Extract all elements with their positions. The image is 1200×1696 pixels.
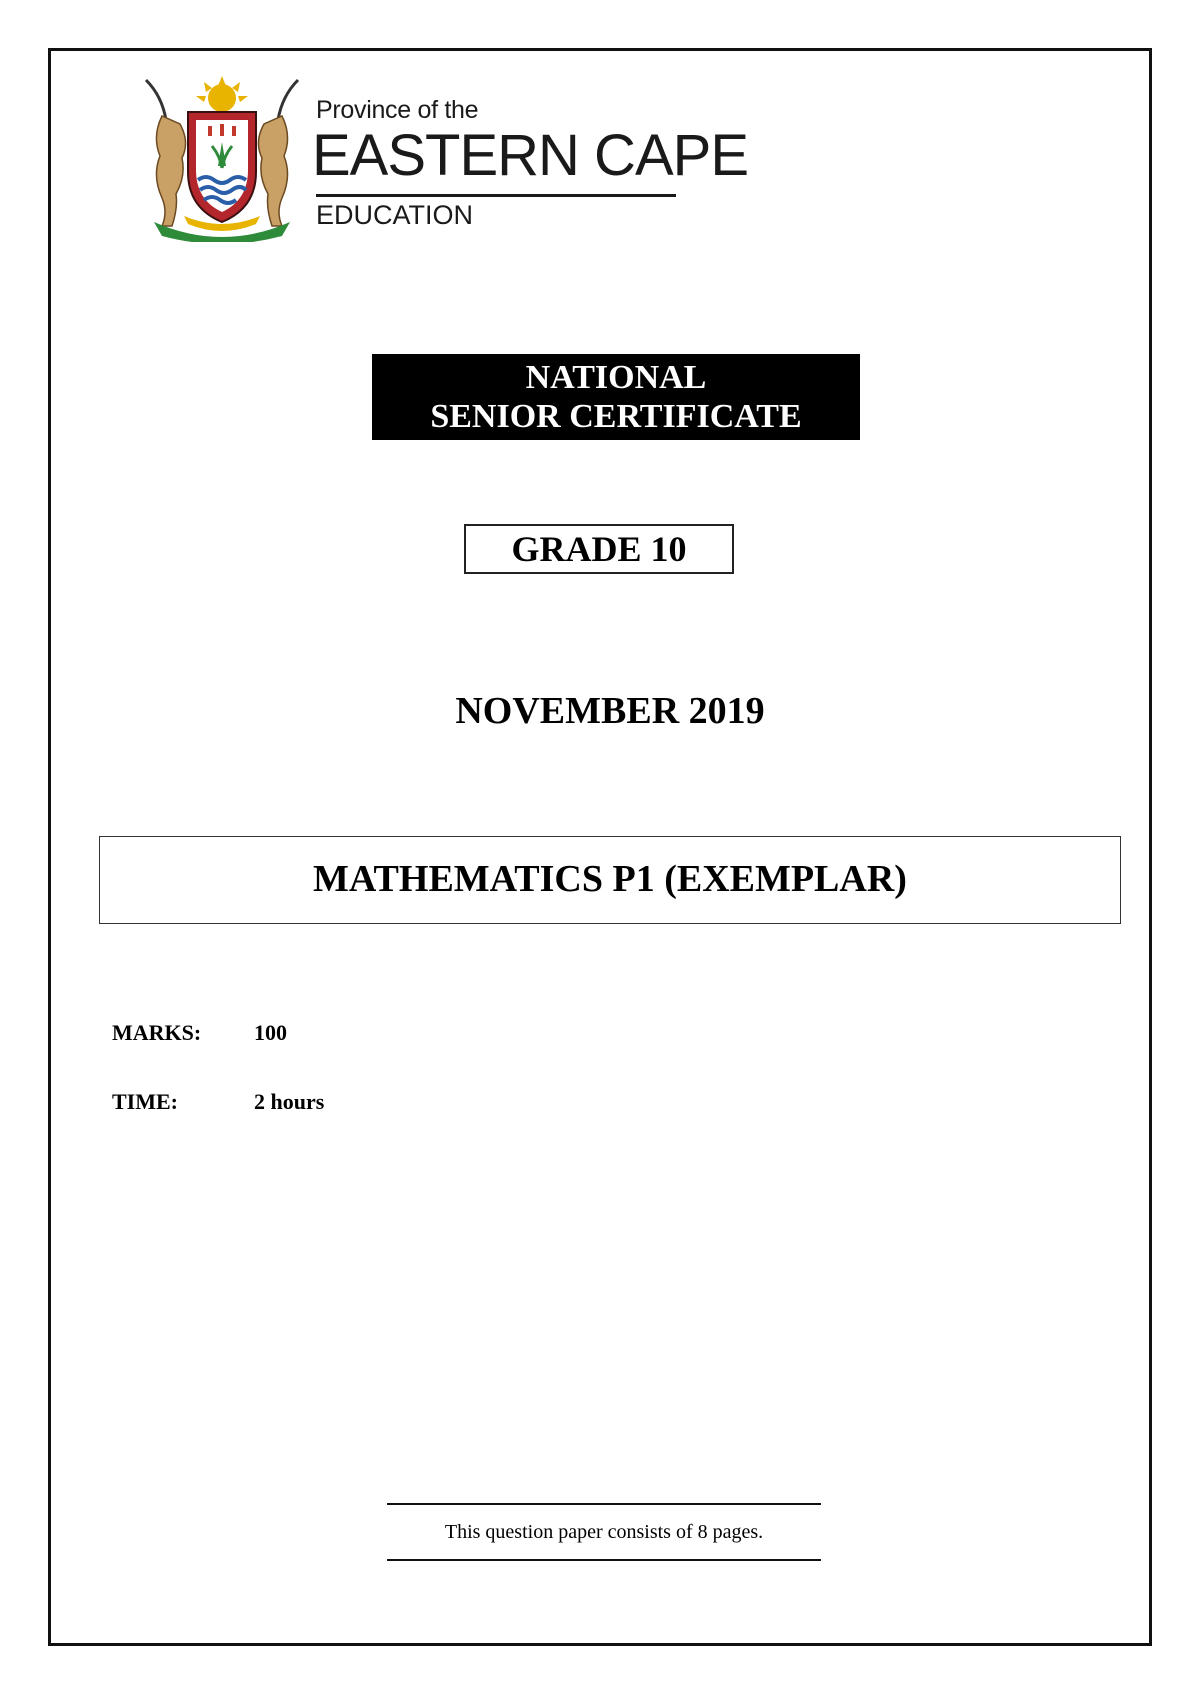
marks-label: MARKS:	[112, 1020, 202, 1045]
eastern-cape-education-logo	[132, 76, 748, 246]
time-value: 2 hours	[254, 1089, 325, 1114]
certificate-line-2: SENIOR CERTIFICATE	[430, 398, 802, 435]
certificate-line-1: NATIONAL	[525, 359, 707, 396]
logo-wordmark	[312, 76, 748, 246]
coat-of-arms-icon	[132, 76, 312, 242]
exam-date: NOVEMBER 2019	[455, 690, 765, 732]
marks-value: 100	[254, 1020, 287, 1045]
logo-province-text: Province of the	[316, 96, 479, 124]
certificate-banner	[372, 354, 860, 440]
marks-row	[112, 1020, 287, 1046]
logo-department-text: EDUCATION	[316, 200, 474, 230]
time-row	[112, 1089, 324, 1115]
time-label: TIME:	[112, 1089, 178, 1114]
page-count-note: This question paper consists of 8 pages.	[444, 1521, 764, 1543]
logo-region-text: EASTERN CAPE	[312, 123, 748, 188]
grade-label: GRADE 10	[464, 524, 734, 574]
footer-bottom-rule	[387, 1559, 821, 1561]
logo-divider	[316, 194, 676, 197]
subject-title: MATHEMATICS P1 (EXEMPLAR)	[99, 836, 1121, 924]
footer-top-rule	[387, 1503, 821, 1505]
